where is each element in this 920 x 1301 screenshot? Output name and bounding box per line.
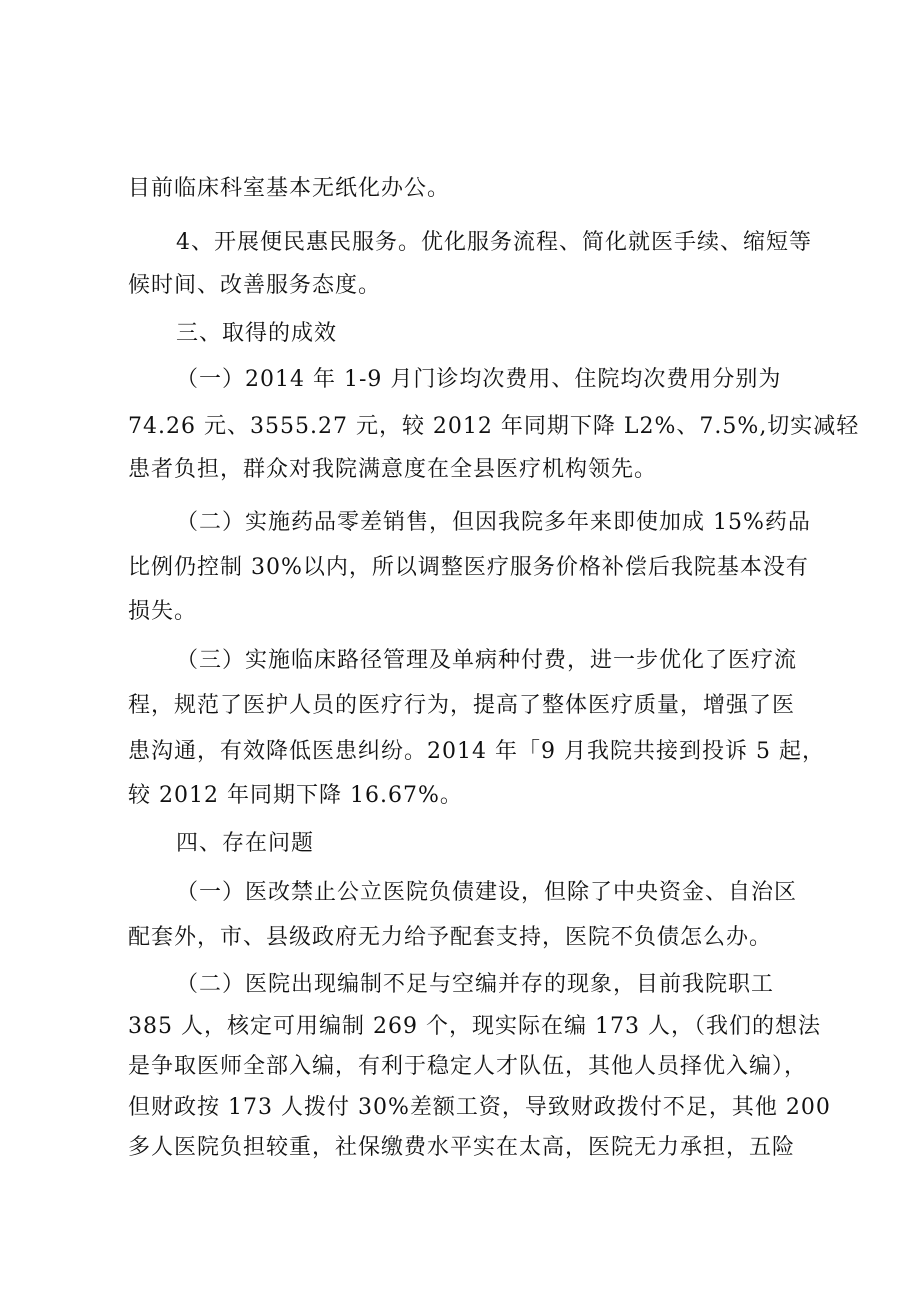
text-line: 患沟通，有效降低医患纠纷。2014 年「9 月我院共接到投诉 5 起， bbox=[128, 739, 825, 764]
section-heading: 三、取得的成效 bbox=[176, 321, 338, 346]
text-line: 4、开展便民惠民服务。优化服务流程、简化就医手续、缩短等 bbox=[176, 230, 812, 255]
text-line: （一）2014 年 1-9 月门诊均次费用、住院均次费用分别为 bbox=[176, 367, 782, 392]
text-line: 患者负担，群众对我院满意度在全县医疗机构领先。 bbox=[128, 457, 658, 482]
text-line: 比例仍控制 30%以内，所以调整医疗服务价格补偿后我院基本没有 bbox=[128, 555, 809, 580]
section-heading: 四、存在问题 bbox=[176, 831, 315, 856]
text-line: 74.26 元、3555.27 元，较 2012 年同期下降 L2%、7.5%,切实减轻 bbox=[128, 414, 860, 439]
text-line: 候时间、改善服务态度。 bbox=[128, 273, 382, 298]
text-line: 较 2012 年同期下降 16.67%。 bbox=[128, 783, 463, 808]
text-line: 目前临床科室基本无纸化办公。 bbox=[128, 176, 451, 201]
text-line: （三）实施临床路径管理及单病种付费，进一步优化了医疗流 bbox=[176, 648, 798, 673]
text-line: 多人医院负担较重，社保缴费水平实在太高，医院无力承担，五险 bbox=[128, 1135, 796, 1160]
text-line: （一）医改禁止公立医院负债建设，但除了中央资金、自治区 bbox=[176, 880, 798, 905]
text-line: 但财政按 173 人拨付 30%差额工资，导致财政拨付不足，其他 200 bbox=[128, 1095, 831, 1120]
text-line: 385 人，核定可用编制 269 个，现实际在编 173 人，（我们的想法 bbox=[128, 1014, 821, 1039]
text-line: 程，规范了医护人员的医疗行为，提高了整体医疗质量，增强了医 bbox=[128, 693, 796, 718]
text-line: （二）医院出现编制不足与空编并存的现象，目前我院职工 bbox=[176, 972, 775, 997]
text-line: 是争取医师全部入编，有利于稳定人才队伍，其他人员择优入编）， bbox=[128, 1054, 808, 1079]
text-line: 配套外，市、县级政府无力给予配套支持，医院不负债怎么办。 bbox=[128, 925, 773, 950]
text-line: （二）实施药品零差销售，但因我院多年来即使加成 15%药品 bbox=[176, 510, 811, 535]
text-line: 损失。 bbox=[128, 599, 198, 624]
